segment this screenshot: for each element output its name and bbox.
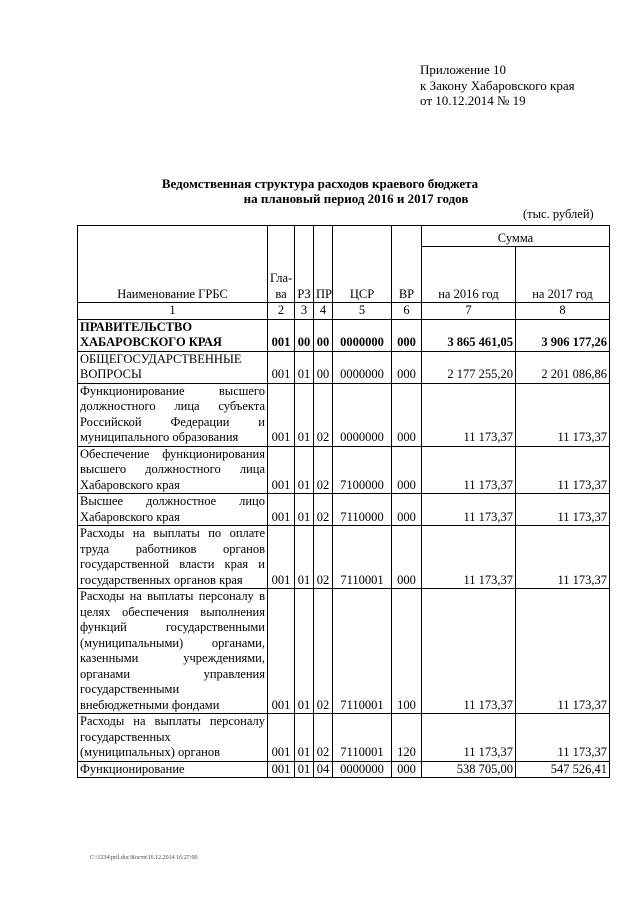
column-number: 3 bbox=[295, 303, 314, 320]
column-number: 2 bbox=[268, 303, 295, 320]
row-glava: 001 bbox=[268, 319, 295, 351]
row-vr: 000 bbox=[392, 494, 422, 526]
table-row bbox=[78, 319, 610, 351]
units-label: (тыс. рублей) bbox=[523, 207, 594, 221]
row-pr: 04 bbox=[314, 761, 333, 778]
row-csr: 0000000 bbox=[333, 351, 392, 383]
row-glava: 001 bbox=[268, 589, 295, 714]
row-amount-2016: 11 173,37 bbox=[422, 714, 516, 762]
column-number: 7 bbox=[422, 303, 516, 320]
budget-table bbox=[77, 225, 610, 778]
header-csr: ЦСР bbox=[333, 226, 392, 303]
row-name: Расходы на выплаты персоналу государственных (муниципальных) органов bbox=[78, 714, 268, 762]
appendix-reference bbox=[420, 62, 575, 109]
row-rz: 01 bbox=[295, 351, 314, 383]
header-name: Наименование ГРБС bbox=[78, 226, 268, 303]
row-amount-2017: 11 173,37 bbox=[516, 446, 610, 494]
row-pr: 02 bbox=[314, 494, 333, 526]
table-row bbox=[78, 351, 610, 383]
column-numbers-row bbox=[78, 303, 610, 320]
title-line-2: на плановый период 2016 и 2017 годов bbox=[243, 191, 469, 206]
table-row bbox=[78, 446, 610, 494]
table-row bbox=[78, 589, 610, 714]
row-amount-2017: 11 173,37 bbox=[516, 383, 610, 446]
row-vr: 000 bbox=[392, 351, 422, 383]
row-amount-2016: 11 173,37 bbox=[422, 383, 516, 446]
row-amount-2017: 11 173,37 bbox=[516, 714, 610, 762]
row-glava: 001 bbox=[268, 383, 295, 446]
row-vr: 000 bbox=[392, 319, 422, 351]
column-number: 1 bbox=[78, 303, 268, 320]
title-line-1: Ведомственная структура расходов краевого бюджета bbox=[161, 176, 479, 191]
row-vr: 100 bbox=[392, 589, 422, 714]
row-name: Функционирование bbox=[78, 761, 268, 778]
header-pr: ПР bbox=[314, 226, 333, 303]
row-name: ОБЩЕГОСУДАРСТВЕННЫЕ ВОПРОСЫ bbox=[78, 351, 268, 383]
row-amount-2017: 11 173,37 bbox=[516, 589, 610, 714]
row-amount-2016: 11 173,37 bbox=[422, 589, 516, 714]
row-name: Функционирование высшего должностного лица субъекта Российской Федерации и муниципального образования bbox=[78, 383, 268, 446]
row-csr: 0000000 bbox=[333, 761, 392, 778]
row-amount-2016: 538 705,00 bbox=[422, 761, 516, 778]
row-pr: 02 bbox=[314, 446, 333, 494]
table-row bbox=[78, 714, 610, 762]
row-rz: 01 bbox=[295, 383, 314, 446]
table-row bbox=[78, 526, 610, 589]
row-vr: 120 bbox=[392, 714, 422, 762]
row-vr: 000 bbox=[392, 761, 422, 778]
row-rz: 01 bbox=[295, 446, 314, 494]
table-row bbox=[78, 383, 610, 446]
row-glava: 001 bbox=[268, 494, 295, 526]
row-pr: 00 bbox=[314, 319, 333, 351]
row-glava: 001 bbox=[268, 714, 295, 762]
table-row bbox=[78, 494, 610, 526]
row-amount-2016: 11 173,37 bbox=[422, 526, 516, 589]
row-name: Обеспечение функционирования высшего должностного лица Хабаровского края bbox=[78, 446, 268, 494]
row-csr: 7110001 bbox=[333, 714, 392, 762]
row-rz: 00 bbox=[295, 319, 314, 351]
row-rz: 01 bbox=[295, 494, 314, 526]
row-pr: 02 bbox=[314, 383, 333, 446]
row-amount-2016: 11 173,37 bbox=[422, 494, 516, 526]
appendix-number: Приложение 10 bbox=[420, 62, 507, 77]
row-glava: 001 bbox=[268, 526, 295, 589]
header-2016: на 2016 год bbox=[422, 247, 516, 303]
row-vr: 000 bbox=[392, 446, 422, 494]
header-2017: на 2017 год bbox=[516, 247, 610, 303]
row-csr: 7100000 bbox=[333, 446, 392, 494]
row-amount-2016: 11 173,37 bbox=[422, 446, 516, 494]
row-amount-2017: 3 906 177,26 bbox=[516, 319, 610, 351]
row-pr: 02 bbox=[314, 589, 333, 714]
document-title bbox=[0, 176, 640, 206]
column-number: 5 bbox=[333, 303, 392, 320]
row-name: Расходы на выплаты персоналу в целях обеспечения выполнения функций государственными (муниципальными) органами, казенными учреждениями, органами управления государственными внебюджетными фондами bbox=[78, 589, 268, 714]
appendix-law: к Закону Хабаровского края bbox=[420, 77, 575, 93]
row-glava: 001 bbox=[268, 446, 295, 494]
header-vr: ВР bbox=[392, 226, 422, 303]
row-csr: 7110000 bbox=[333, 494, 392, 526]
column-number: 8 bbox=[516, 303, 610, 320]
row-vr: 000 bbox=[392, 383, 422, 446]
row-amount-2017: 11 173,37 bbox=[516, 526, 610, 589]
row-rz: 01 bbox=[295, 714, 314, 762]
row-pr: 02 bbox=[314, 526, 333, 589]
row-name: Высшее должностное лицо Хабаровского края bbox=[78, 494, 268, 526]
row-csr: 7110001 bbox=[333, 526, 392, 589]
row-csr: 0000000 bbox=[333, 383, 392, 446]
row-rz: 01 bbox=[295, 526, 314, 589]
header-glava: Гла-ва bbox=[268, 226, 295, 303]
row-vr: 000 bbox=[392, 526, 422, 589]
table-row bbox=[78, 761, 610, 778]
appendix-date: от 10.12.2014 № 19 bbox=[420, 93, 526, 108]
row-glava: 001 bbox=[268, 761, 295, 778]
row-glava: 001 bbox=[268, 351, 295, 383]
file-path-footer: C:\1234\pril.doc\Костя\16.12.2014 16:27:00 bbox=[90, 855, 198, 861]
row-name: Расходы на выплаты по оплате труда работников органов государственной власти края и государственных органов края bbox=[78, 526, 268, 589]
row-csr: 7110001 bbox=[333, 589, 392, 714]
row-amount-2017: 2 201 086,86 bbox=[516, 351, 610, 383]
column-number: 6 bbox=[392, 303, 422, 320]
row-amount-2017: 11 173,37 bbox=[516, 494, 610, 526]
row-csr: 0000000 bbox=[333, 319, 392, 351]
row-amount-2016: 2 177 255,20 bbox=[422, 351, 516, 383]
header-rz: РЗ bbox=[295, 226, 314, 303]
row-rz: 01 bbox=[295, 761, 314, 778]
row-pr: 00 bbox=[314, 351, 333, 383]
header-sum: Сумма bbox=[422, 226, 610, 247]
column-number: 4 bbox=[314, 303, 333, 320]
row-rz: 01 bbox=[295, 589, 314, 714]
row-amount-2016: 3 865 461,05 bbox=[422, 319, 516, 351]
row-name: ПРАВИТЕЛЬСТВО ХАБАРОВСКОГО КРАЯ bbox=[78, 319, 268, 351]
row-pr: 02 bbox=[314, 714, 333, 762]
row-amount-2017: 547 526,41 bbox=[516, 761, 610, 778]
